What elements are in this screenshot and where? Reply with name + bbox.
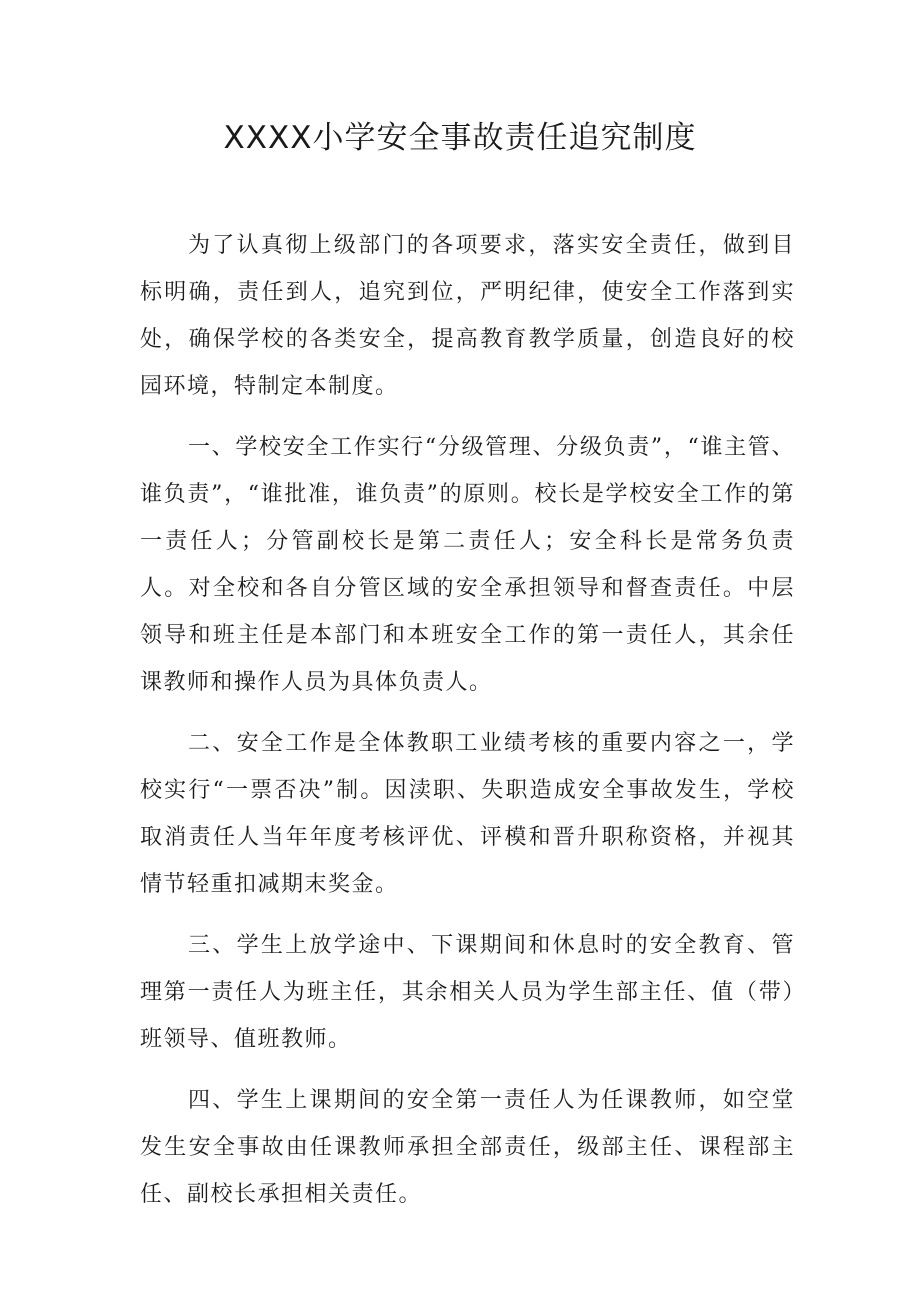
intro-paragraph: 为了认真彻上级部门的各项要求，落实安全责任，做到目标明确，责任到人，追究到位，严明纪律，使安全工作落到实处，确保学校的各类安全，提高教育教学质量，创造良好的校园环境，特制定本制度。 [140, 233, 795, 399]
document-body [140, 222, 795, 1232]
clause-2-paragraph: 二、安全工作是全体教职工业绩考核的重要内容之一，学校实行“一票否决”制。因渎职、失职造成安全事故发生，学校取消责任人当年年度考核评优、评模和晋升职称资格，并视其情节轻重扣减期末奖金。 [140, 731, 795, 897]
document-title: XXXX小学安全事故责任追究制度 [223, 120, 697, 156]
clause-3-paragraph: 三、学生上放学途中、下课期间和休息时的安全教育、管理第一责任人为班主任，其余相关人员为学生部主任、值（带）班领导、值班教师。 [140, 933, 795, 1052]
clause-4-paragraph: 四、学生上课期间的安全第一责任人为任课教师，如空堂发生安全事故由任课教师承担全部责任，级部主任、课程部主任、副校长承担相关责任。 [140, 1088, 795, 1207]
clause-1-paragraph: 一、学校安全工作实行“分级管理、分级负责”，“谁主管、谁负责”，“谁批准，谁负责”的原则。校长是学校安全工作的第一责任人；分管副校长是第二责任人；安全科长是常务负责人。对全校和各自分管区域的安全承担领导和督查责任。中层领导和班主任是本部门和本班安全工作的第一责任人，其余任课教师和操作人员为具体负责人。 [140, 435, 795, 695]
